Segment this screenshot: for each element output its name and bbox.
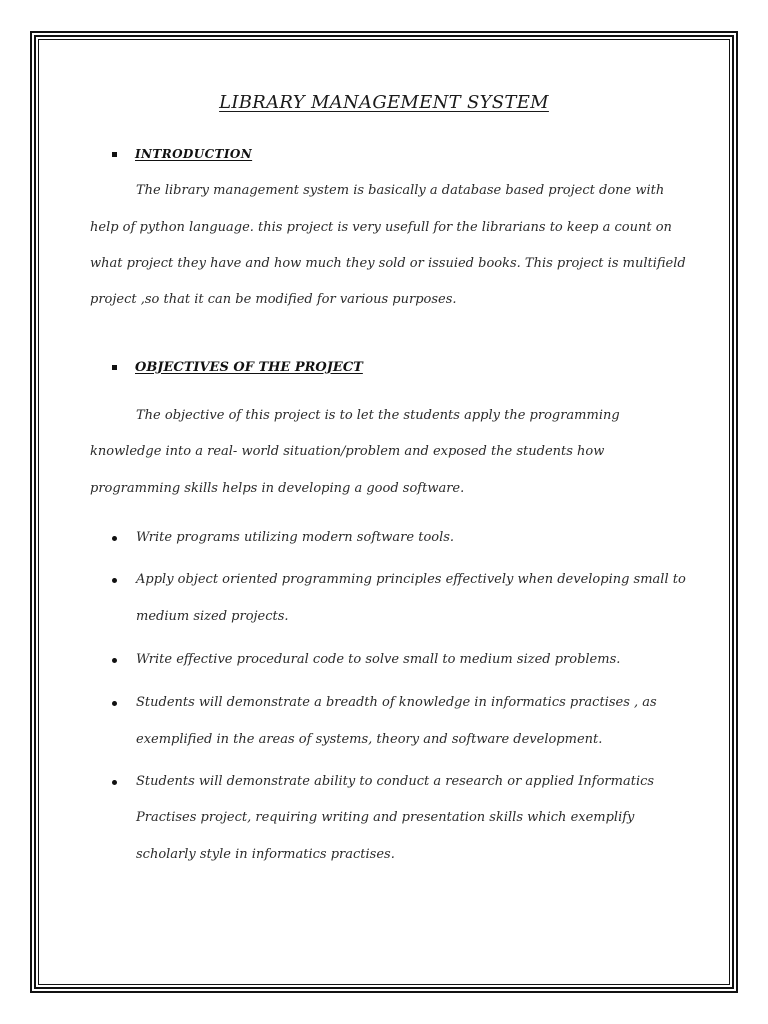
round-bullet-icon [112, 780, 117, 785]
list-item-line: Write effective procedural code to solve small to medium sized problems. [136, 652, 621, 667]
list-item-line: Practises project, requiring writing and presentation skills which exemplify [136, 810, 635, 825]
intro-paragraph-line: The library management system is basically a database based project done with [136, 183, 665, 198]
document-title: LIBRARY MANAGEMENT SYSTEM [219, 92, 549, 113]
list-item-line: Students will demonstrate a breadth of knowledge in informatics practises , as [136, 695, 657, 710]
round-bullet-icon [112, 578, 117, 583]
list-item-line: medium sized projects. [136, 609, 289, 624]
round-bullet-icon [112, 658, 117, 663]
list-item-line: Students will demonstrate ability to conduct a research or applied Informatics [136, 774, 655, 789]
round-bullet-icon [112, 536, 117, 541]
square-bullet-icon [112, 365, 117, 370]
round-bullet-icon [112, 701, 117, 706]
list-item-line: Apply object oriented programming principles effectively when developing small to [136, 572, 686, 587]
section-heading-text: INTRODUCTION [135, 147, 253, 161]
objectives-paragraph-line: The objective of this project is to let the students apply the programming [136, 408, 620, 423]
list-item-line: Write programs utilizing modern software tools. [136, 530, 455, 545]
section-heading-introduction [112, 144, 252, 164]
section-heading-objectives [112, 357, 363, 377]
intro-paragraph-line: project ,so that it can be modified for various purposes. [90, 292, 457, 307]
list-item-line: exemplified in the areas of systems, theory and software development. [136, 732, 603, 747]
square-bullet-icon [112, 152, 117, 157]
intro-paragraph-line: what project they have and how much they sold or issuied books. This project is multifield [90, 256, 686, 271]
page-border-inner [38, 39, 730, 985]
intro-paragraph-line: help of python language. this project is very usefull for the librarians to keep a count on [90, 220, 672, 235]
list-item-line: scholarly style in informatics practises. [136, 847, 395, 862]
objectives-paragraph-line: programming skills helps in developing a good software. [90, 481, 465, 496]
objectives-paragraph-line: knowledge into a real- world situation/problem and exposed the students how [90, 444, 605, 459]
section-heading-text: OBJECTIVES OF THE PROJECT [135, 359, 363, 375]
